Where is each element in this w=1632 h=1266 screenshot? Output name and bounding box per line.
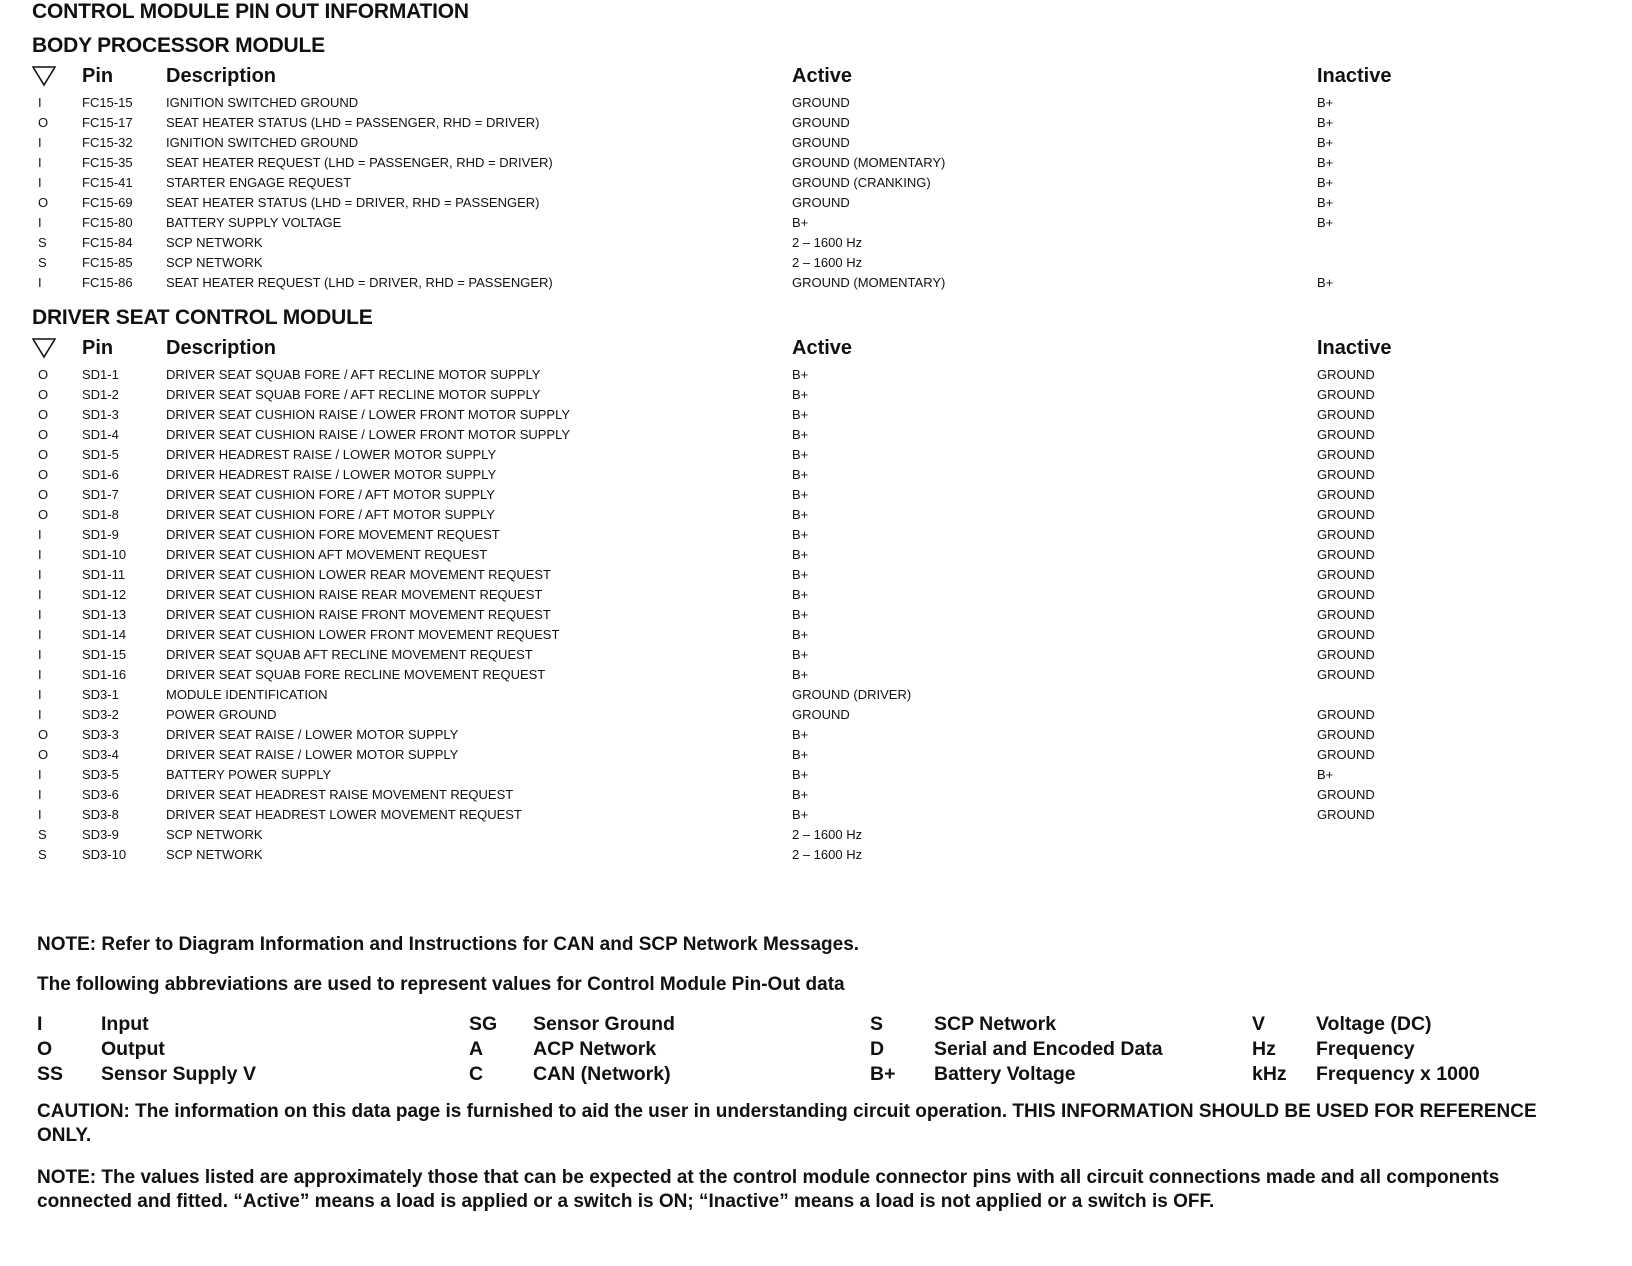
description-cell: IGNITION SWITCHED GROUND	[166, 134, 359, 150]
abbreviation-definition: Output	[101, 1038, 165, 1060]
description-cell: SCP NETWORK	[166, 254, 263, 270]
inactive-cell: GROUND	[1317, 646, 1375, 662]
direction-cell: I	[38, 786, 42, 802]
direction-cell: O	[38, 446, 49, 462]
inactive-cell: GROUND	[1317, 406, 1375, 422]
pin-cell: SD1-4	[82, 426, 119, 442]
direction-cell: O	[38, 194, 49, 210]
direction-cell: S	[38, 826, 47, 842]
direction-cell: I	[38, 666, 42, 682]
description-cell: IGNITION SWITCHED GROUND	[166, 94, 359, 110]
description-cell: DRIVER SEAT CUSHION FORE / AFT MOTOR SUPPLY	[166, 486, 495, 502]
inactive-cell: GROUND	[1317, 486, 1375, 502]
description-header: Description	[166, 64, 277, 87]
table-row	[32, 384, 1592, 404]
inactive-cell: GROUND	[1317, 786, 1375, 802]
active-cell: B+	[792, 766, 809, 782]
direction-cell: I	[38, 766, 42, 782]
inactive-cell: B+	[1317, 214, 1334, 230]
table-row	[32, 172, 1592, 192]
table-row	[32, 724, 1592, 744]
active-cell: GROUND	[792, 94, 850, 110]
pin-cell: SD1-9	[82, 526, 119, 542]
description-cell: MODULE IDENTIFICATION	[166, 686, 328, 702]
table-row	[32, 644, 1592, 664]
active-cell: GROUND	[792, 114, 850, 130]
pin-cell: FC15-17	[82, 114, 133, 130]
direction-cell: O	[38, 366, 49, 382]
description-cell: SEAT HEATER STATUS (LHD = DRIVER, RHD = PASSENGER)	[166, 194, 540, 210]
active-cell: B+	[792, 426, 809, 442]
active-cell: B+	[792, 386, 809, 402]
abbreviation-definition: Sensor Ground	[533, 1013, 675, 1035]
inactive-cell: B+	[1317, 94, 1334, 110]
inactive-cell: GROUND	[1317, 566, 1375, 582]
abbreviation-definition: Serial and Encoded Data	[934, 1038, 1163, 1060]
abbreviation-legend	[37, 1012, 1567, 1087]
pin-cell: SD3-1	[82, 686, 119, 702]
abbreviation-code: SG	[469, 1013, 498, 1035]
inactive-cell: GROUND	[1317, 426, 1375, 442]
inactive-cell: B+	[1317, 134, 1334, 150]
table-row	[32, 252, 1592, 272]
direction-cell: I	[38, 214, 42, 230]
active-cell: B+	[792, 406, 809, 422]
active-cell: 2 – 1600 Hz	[792, 826, 863, 842]
abbreviation-definition: Sensor Supply V	[101, 1063, 256, 1085]
abbreviation-code: SS	[37, 1063, 64, 1085]
direction-header	[32, 60, 82, 92]
inactive-cell: B+	[1317, 154, 1334, 170]
inactive-cell	[1317, 684, 1592, 704]
pin-rows-body-processor	[32, 92, 1592, 292]
description-cell: SEAT HEATER REQUEST (LHD = PASSENGER, RHD = DRIVER)	[166, 154, 553, 170]
direction-cell: I	[38, 606, 42, 622]
active-cell: B+	[792, 546, 809, 562]
active-cell: GROUND	[792, 134, 850, 150]
abbreviation-code: A	[469, 1038, 484, 1060]
inactive-cell: GROUND	[1317, 706, 1375, 722]
direction-cell: I	[38, 646, 42, 662]
description-cell: STARTER ENGAGE REQUEST	[166, 174, 352, 190]
network-note: NOTE: Refer to Diagram Information and Instructions for CAN and SCP Network Messages.	[37, 934, 860, 955]
active-cell: GROUND (DRIVER)	[792, 686, 912, 702]
table-row	[32, 404, 1592, 424]
direction-cell: I	[38, 806, 42, 822]
pin-cell: SD1-8	[82, 506, 119, 522]
abbreviation-definition: CAN (Network)	[533, 1063, 671, 1085]
description-cell: DRIVER SEAT SQUAB FORE / AFT RECLINE MOTOR SUPPLY	[166, 386, 541, 402]
pin-cell: SD1-2	[82, 386, 119, 402]
active-cell: GROUND (CRANKING)	[792, 174, 931, 190]
active-cell: B+	[792, 786, 809, 802]
inactive-cell: GROUND	[1317, 366, 1375, 382]
pin-cell: SD3-2	[82, 706, 119, 722]
pin-cell: SD3-8	[82, 806, 119, 822]
direction-cell: I	[38, 546, 42, 562]
description-cell: DRIVER SEAT RAISE / LOWER MOTOR SUPPLY	[166, 726, 459, 742]
pin-cell: SD1-1	[82, 366, 119, 382]
table-row	[32, 232, 1592, 252]
values-note: NOTE: The values listed are approximately those that can be expected at the control module connector pins with all circuit connections made and all components connected and fitted. “Active” means a load is applied or a switch is ON; “Inactive” means a load is not applied or a switch is OFF.	[37, 1167, 1500, 1212]
active-cell: B+	[792, 586, 809, 602]
table-row	[32, 464, 1592, 484]
description-cell: DRIVER SEAT CUSHION AFT MOVEMENT REQUEST	[166, 546, 488, 562]
active-cell: B+	[792, 214, 809, 230]
active-cell: B+	[792, 526, 809, 542]
pin-cell: SD1-7	[82, 486, 119, 502]
active-header: Active	[792, 64, 853, 87]
abbreviation-code: I	[37, 1013, 43, 1035]
table-row	[32, 424, 1592, 444]
inactive-header: Inactive	[1317, 64, 1392, 87]
table-row	[32, 624, 1592, 644]
pin-cell: SD1-10	[82, 546, 127, 562]
inactive-cell: GROUND	[1317, 666, 1375, 682]
direction-cell: O	[38, 114, 49, 130]
table-row	[32, 444, 1592, 464]
direction-cell: I	[38, 134, 42, 150]
description-cell: SCP NETWORK	[166, 234, 263, 250]
table-row	[32, 824, 1592, 844]
pin-cell: FC15-41	[82, 174, 133, 190]
description-cell: POWER GROUND	[166, 706, 277, 722]
description-cell: DRIVER SEAT HEADREST RAISE MOVEMENT REQUEST	[166, 786, 514, 802]
table-row	[32, 212, 1592, 232]
table-header-row	[32, 332, 1592, 364]
active-cell: B+	[792, 486, 809, 502]
pin-cell: SD1-3	[82, 406, 119, 422]
inactive-cell: B+	[1317, 114, 1334, 130]
direction-cell: I	[38, 566, 42, 582]
pin-cell: SD1-6	[82, 466, 119, 482]
inactive-cell	[1317, 824, 1592, 844]
table-row	[32, 132, 1592, 152]
active-cell: GROUND	[792, 706, 850, 722]
description-cell: BATTERY SUPPLY VOLTAGE	[166, 214, 342, 230]
direction-cell: S	[38, 254, 47, 270]
direction-cell: O	[38, 406, 49, 422]
inactive-cell: B+	[1317, 274, 1334, 290]
abbreviation-row	[37, 1062, 1567, 1087]
direction-cell: I	[38, 94, 42, 110]
abbreviation-code: Hz	[1252, 1038, 1276, 1060]
active-cell: B+	[792, 606, 809, 622]
triangle-down-icon	[32, 65, 56, 87]
inactive-cell: GROUND	[1317, 586, 1375, 602]
pin-cell: SD3-3	[82, 726, 119, 742]
pin-cell: FC15-85	[82, 254, 133, 270]
pin-cell: SD3-6	[82, 786, 119, 802]
inactive-cell: GROUND	[1317, 606, 1375, 622]
inactive-cell	[1317, 232, 1592, 252]
abbreviation-code: S	[870, 1013, 884, 1035]
abbreviation-code: V	[1252, 1013, 1266, 1035]
direction-cell: O	[38, 486, 49, 502]
description-cell: SEAT HEATER REQUEST (LHD = DRIVER, RHD = PASSENGER)	[166, 274, 553, 290]
direction-cell: I	[38, 586, 42, 602]
pin-cell: FC15-32	[82, 134, 133, 150]
active-cell: B+	[792, 806, 809, 822]
inactive-cell: GROUND	[1317, 726, 1375, 742]
pin-header: Pin	[82, 64, 114, 87]
pin-cell: SD1-11	[82, 566, 126, 582]
abbreviation-definition: SCP Network	[934, 1013, 1057, 1035]
active-cell: B+	[792, 366, 809, 382]
active-cell: B+	[792, 726, 809, 742]
pin-table-driver-seat	[32, 332, 1592, 864]
pin-cell: SD3-4	[82, 746, 119, 762]
description-cell: DRIVER SEAT HEADREST LOWER MOVEMENT REQUEST	[166, 806, 522, 822]
description-cell: DRIVER SEAT CUSHION RAISE / LOWER FRONT MOTOR SUPPLY	[166, 426, 571, 442]
table-row	[32, 504, 1592, 524]
description-cell: DRIVER SEAT SQUAB FORE / AFT RECLINE MOTOR SUPPLY	[166, 366, 541, 382]
pin-cell: SD1-14	[82, 626, 127, 642]
pin-cell: FC15-80	[82, 214, 133, 230]
direction-cell: O	[38, 746, 49, 762]
table-row	[32, 364, 1592, 384]
direction-cell: O	[38, 426, 49, 442]
inactive-header: Inactive	[1317, 336, 1392, 359]
description-cell: DRIVER HEADREST RAISE / LOWER MOTOR SUPPLY	[166, 446, 497, 462]
inactive-cell: GROUND	[1317, 746, 1375, 762]
pin-cell: FC15-69	[82, 194, 133, 210]
inactive-cell: GROUND	[1317, 506, 1375, 522]
abbreviation-intro: The following abbreviations are used to represent values for Control Module Pin-Out data	[37, 974, 845, 995]
pin-cell: FC15-15	[82, 94, 133, 110]
active-cell: B+	[792, 646, 809, 662]
description-cell: SCP NETWORK	[166, 846, 263, 862]
direction-cell: O	[38, 386, 49, 402]
table-row	[32, 92, 1592, 112]
pin-cell: SD3-5	[82, 766, 119, 782]
table-row	[32, 112, 1592, 132]
table-row	[32, 844, 1592, 864]
description-cell: DRIVER SEAT SQUAB AFT RECLINE MOVEMENT REQUEST	[166, 646, 533, 662]
pin-cell: SD1-15	[82, 646, 127, 662]
active-cell: 2 – 1600 Hz	[792, 254, 863, 270]
pin-rows-driver-seat	[32, 364, 1592, 864]
description-cell: DRIVER SEAT CUSHION FORE / AFT MOTOR SUPPLY	[166, 506, 495, 522]
abbreviation-code: O	[37, 1038, 53, 1060]
table-row	[32, 784, 1592, 804]
section-title-body-processor: BODY PROCESSOR MODULE	[32, 34, 325, 57]
inactive-cell: GROUND	[1317, 626, 1375, 642]
description-cell: DRIVER SEAT RAISE / LOWER MOTOR SUPPLY	[166, 746, 459, 762]
direction-cell: I	[38, 686, 42, 702]
triangle-down-icon	[32, 337, 56, 359]
inactive-cell: B+	[1317, 174, 1334, 190]
pin-cell: SD1-16	[82, 666, 127, 682]
direction-cell: O	[38, 726, 49, 742]
direction-cell: S	[38, 234, 47, 250]
active-cell: B+	[792, 566, 809, 582]
abbreviation-code: C	[469, 1063, 484, 1085]
table-header-row	[32, 60, 1592, 92]
table-row	[32, 272, 1592, 292]
inactive-cell: GROUND	[1317, 466, 1375, 482]
inactive-cell	[1317, 252, 1592, 272]
description-cell: DRIVER SEAT CUSHION RAISE REAR MOVEMENT REQUEST	[166, 586, 543, 602]
description-cell: DRIVER HEADREST RAISE / LOWER MOTOR SUPPLY	[166, 466, 497, 482]
table-row	[32, 524, 1592, 544]
table-row	[32, 544, 1592, 564]
table-row	[32, 152, 1592, 172]
description-cell: SEAT HEATER STATUS (LHD = PASSENGER, RHD = DRIVER)	[166, 114, 540, 130]
abbreviation-definition: ACP Network	[533, 1038, 657, 1060]
active-header: Active	[792, 336, 853, 359]
direction-cell: S	[38, 846, 47, 862]
table-row	[32, 192, 1592, 212]
active-cell: GROUND (MOMENTARY)	[792, 274, 946, 290]
abbreviation-code: D	[870, 1038, 885, 1060]
direction-cell: O	[38, 506, 49, 522]
direction-cell: I	[38, 526, 42, 542]
pin-header: Pin	[82, 336, 114, 359]
section-title-driver-seat: DRIVER SEAT CONTROL MODULE	[32, 306, 373, 329]
direction-cell: I	[38, 174, 42, 190]
inactive-cell: GROUND	[1317, 526, 1375, 542]
active-cell: GROUND	[792, 194, 850, 210]
abbreviation-definition: Frequency x 1000	[1316, 1063, 1480, 1085]
pin-cell: SD1-12	[82, 586, 127, 602]
table-row	[32, 484, 1592, 504]
pin-table-body-processor	[32, 60, 1592, 292]
active-cell: B+	[792, 626, 809, 642]
active-cell: B+	[792, 466, 809, 482]
description-cell: DRIVER SEAT CUSHION RAISE / LOWER FRONT MOTOR SUPPLY	[166, 406, 571, 422]
inactive-cell: GROUND	[1317, 806, 1375, 822]
pin-cell: SD3-10	[82, 846, 127, 862]
inactive-cell: GROUND	[1317, 446, 1375, 462]
active-cell: B+	[792, 506, 809, 522]
direction-cell: O	[38, 466, 49, 482]
description-cell: DRIVER SEAT CUSHION LOWER REAR MOVEMENT REQUEST	[166, 566, 551, 582]
description-cell: BATTERY POWER SUPPLY	[166, 766, 332, 782]
direction-cell: I	[38, 274, 42, 290]
direction-cell: I	[38, 706, 42, 722]
abbreviation-definition: Voltage (DC)	[1316, 1013, 1432, 1035]
direction-cell: I	[38, 626, 42, 642]
abbreviation-definition: Frequency	[1316, 1038, 1415, 1060]
description-cell: DRIVER SEAT CUSHION RAISE FRONT MOVEMENT REQUEST	[166, 606, 551, 622]
abbreviation-definition: Battery Voltage	[934, 1063, 1076, 1085]
description-cell: DRIVER SEAT CUSHION LOWER FRONT MOVEMENT REQUEST	[166, 626, 560, 642]
table-row	[32, 764, 1592, 784]
abbreviation-row	[37, 1037, 1567, 1062]
inactive-cell: GROUND	[1317, 386, 1375, 402]
abbreviation-definition: Input	[101, 1013, 149, 1035]
active-cell: 2 – 1600 Hz	[792, 846, 863, 862]
table-row	[32, 564, 1592, 584]
pinout-page	[32, 0, 1602, 864]
inactive-cell	[1317, 844, 1592, 864]
description-cell: DRIVER SEAT SQUAB FORE RECLINE MOVEMENT REQUEST	[166, 666, 546, 682]
pin-cell: SD3-9	[82, 826, 119, 842]
abbreviation-code: kHz	[1252, 1063, 1287, 1085]
table-row	[32, 584, 1592, 604]
table-row	[32, 704, 1592, 724]
direction-header	[32, 332, 82, 364]
direction-cell: I	[38, 154, 42, 170]
caution-note: CAUTION: The information on this data page is furnished to aid the user in understanding circuit operation. THIS INFORMATION SHOULD BE USED FOR REFERENCE ONLY.	[37, 1101, 1537, 1146]
inactive-cell: B+	[1317, 194, 1334, 210]
active-cell: B+	[792, 746, 809, 762]
table-row	[32, 744, 1592, 764]
document-title: CONTROL MODULE PIN OUT INFORMATION	[32, 0, 469, 23]
active-cell: B+	[792, 666, 809, 682]
inactive-cell: B+	[1317, 766, 1334, 782]
pin-cell: SD1-5	[82, 446, 119, 462]
pin-cell: SD1-13	[82, 606, 127, 622]
pin-cell: FC15-84	[82, 234, 133, 250]
table-row	[32, 664, 1592, 684]
abbreviation-row	[37, 1012, 1567, 1037]
description-cell: DRIVER SEAT CUSHION FORE MOVEMENT REQUEST	[166, 526, 500, 542]
inactive-cell: GROUND	[1317, 546, 1375, 562]
description-cell: SCP NETWORK	[166, 826, 263, 842]
pin-cell: FC15-86	[82, 274, 133, 290]
active-cell: GROUND (MOMENTARY)	[792, 154, 946, 170]
pin-cell: FC15-35	[82, 154, 133, 170]
table-row	[32, 804, 1592, 824]
active-cell: B+	[792, 446, 809, 462]
abbreviation-code: B+	[870, 1063, 896, 1085]
description-header: Description	[166, 336, 277, 359]
table-row	[32, 604, 1592, 624]
active-cell: 2 – 1600 Hz	[792, 234, 863, 250]
table-row	[32, 684, 1592, 704]
